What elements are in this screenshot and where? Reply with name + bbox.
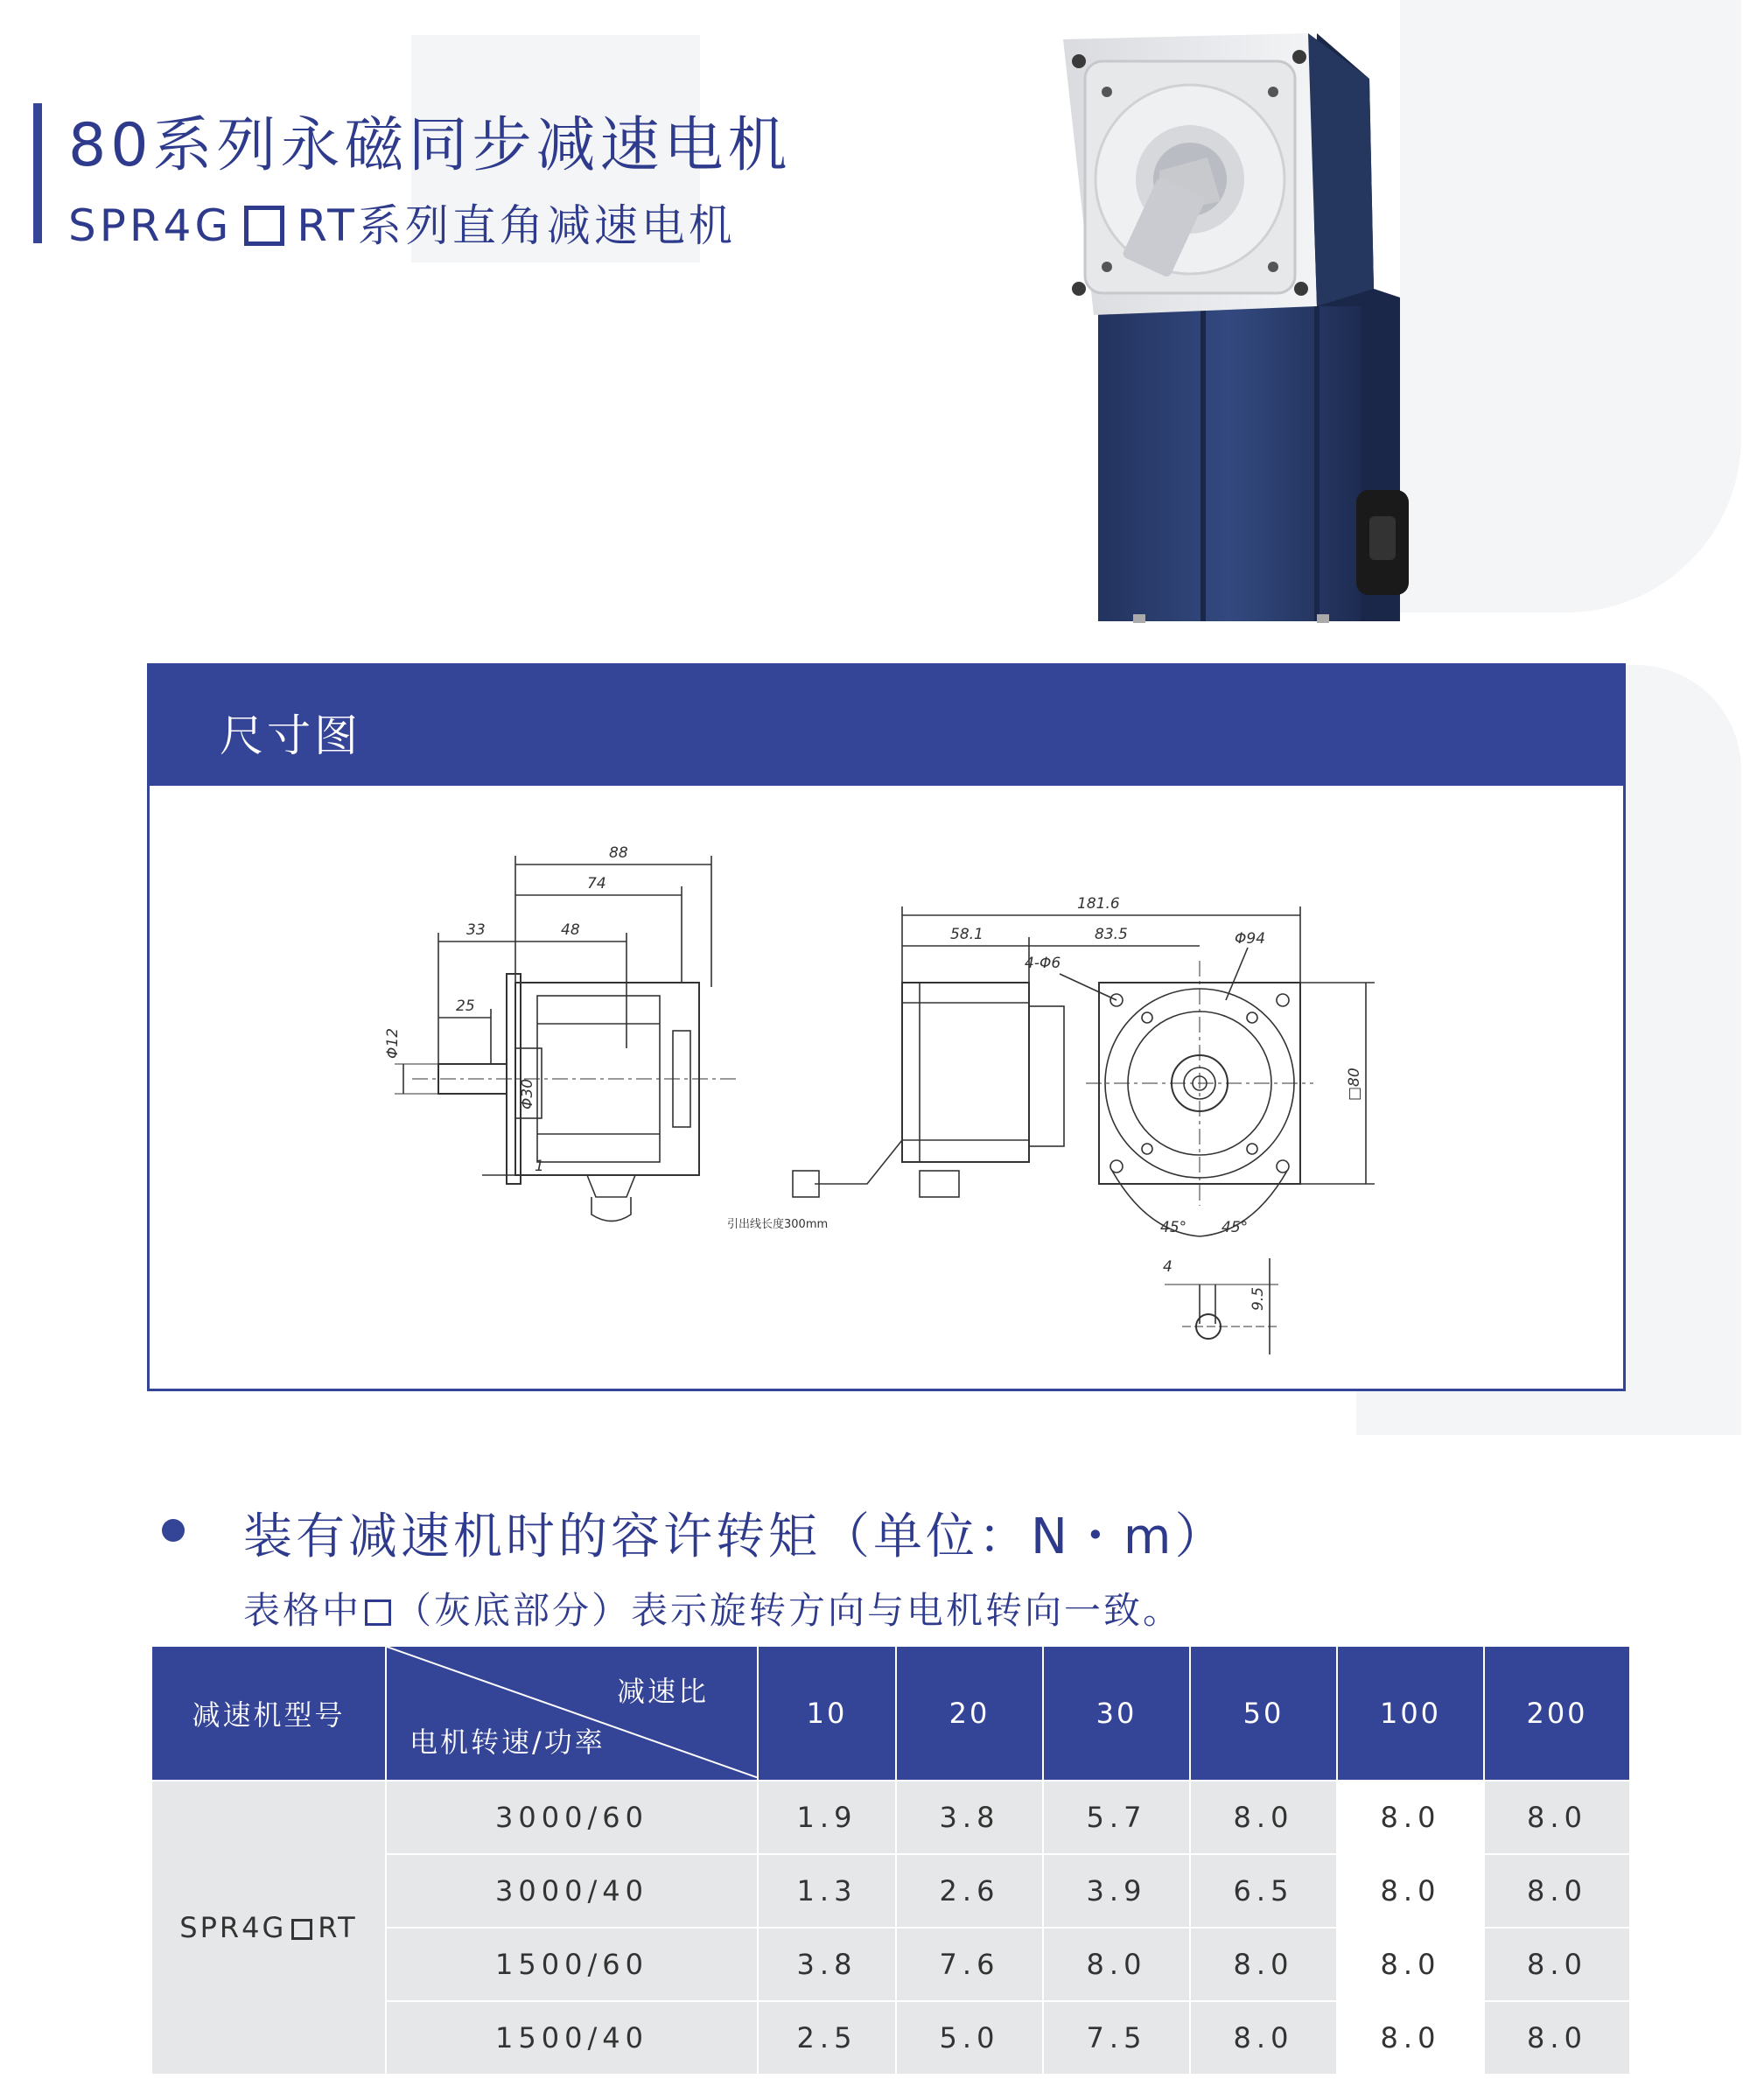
dim-label: 48 bbox=[561, 921, 580, 939]
dim-label: Φ30 bbox=[519, 1078, 536, 1110]
dim-label: □80 bbox=[1346, 1068, 1363, 1101]
torque-cell: 8.0 bbox=[1043, 1928, 1190, 2001]
dimension-panel-header bbox=[150, 666, 1623, 786]
dim-label: 88 bbox=[609, 844, 628, 862]
torque-cell: 8.0 bbox=[1337, 1781, 1484, 1854]
speed-power-cell: 1500/40 bbox=[386, 2001, 758, 2075]
dim-label: Φ94 bbox=[1235, 930, 1266, 948]
torque-cell: 1.3 bbox=[758, 1854, 896, 1928]
dimension-drawing bbox=[150, 786, 1623, 1390]
dim-label: 74 bbox=[587, 875, 606, 892]
speed-power-cell: 3000/60 bbox=[386, 1781, 758, 1854]
page-title: 80系列永磁同步减速电机 bbox=[68, 111, 792, 180]
placeholder-square-icon bbox=[244, 206, 284, 246]
torque-cell: 8.0 bbox=[1337, 1928, 1484, 2001]
header-ratio-value: 50 bbox=[1190, 1646, 1337, 1781]
dim-label: 58.1 bbox=[950, 926, 984, 943]
dim-label: 9.5 bbox=[1250, 1286, 1267, 1311]
table-header-row bbox=[151, 1646, 1630, 1781]
torque-cell: 8.0 bbox=[1190, 2001, 1337, 2075]
dim-label: 1 bbox=[535, 1158, 544, 1175]
header-ratio: 减速比 bbox=[616, 1675, 709, 1708]
motor-product-image bbox=[1054, 26, 1422, 630]
side-view bbox=[384, 844, 736, 1222]
torque-cell: 8.0 bbox=[1484, 1854, 1630, 1928]
model-cell bbox=[151, 1781, 386, 2075]
header-ratio-value: 30 bbox=[1043, 1646, 1190, 1781]
torque-cell: 3.9 bbox=[1043, 1854, 1190, 1928]
dim-label: 25 bbox=[456, 998, 475, 1015]
dim-label: 33 bbox=[466, 921, 486, 939]
section-bullet bbox=[162, 1519, 185, 1542]
dim-label: 83.5 bbox=[1095, 926, 1128, 943]
torque-cell: 7.6 bbox=[896, 1928, 1043, 2001]
torque-cell: 3.8 bbox=[758, 1928, 896, 2001]
speed-power-cell: 1500/60 bbox=[386, 1928, 758, 2001]
lead-length-note: 引出线长度300mm bbox=[727, 1218, 829, 1231]
title-accent-bar bbox=[33, 103, 42, 243]
torque-cell: 3.8 bbox=[896, 1781, 1043, 1854]
dim-label: 45° bbox=[1160, 1219, 1187, 1236]
table-row bbox=[151, 1781, 1630, 1854]
header-ratio-value: 10 bbox=[758, 1646, 896, 1781]
note-suffix: （灰底部分）表示旋转方向与电机转向一致。 bbox=[395, 1589, 1183, 1632]
torque-cell: 8.0 bbox=[1337, 2001, 1484, 2075]
torque-cell: 8.0 bbox=[1190, 1781, 1337, 1854]
note-prefix: 表格中 bbox=[243, 1589, 362, 1632]
dimension-panel bbox=[147, 663, 1626, 1391]
model-prefix: SPR4G bbox=[179, 1911, 287, 1944]
torque-table bbox=[150, 1645, 1631, 2076]
torque-cell: 8.0 bbox=[1190, 1928, 1337, 2001]
torque-cell: 8.0 bbox=[1484, 2001, 1630, 2075]
dim-label: 4-Φ6 bbox=[1025, 955, 1061, 972]
background-shape bbox=[1400, 0, 1741, 612]
torque-cell: 7.5 bbox=[1043, 2001, 1190, 2075]
subtitle-model-suffix: RT系列直角减速电机 bbox=[297, 200, 736, 251]
torque-cell: 1.9 bbox=[758, 1781, 896, 1854]
torque-section-title: 装有减速机时的容许转矩（单位：N・m） bbox=[243, 1508, 1228, 1565]
dim-label: 45° bbox=[1222, 1219, 1249, 1236]
header-diagonal-cell bbox=[386, 1646, 758, 1781]
torque-cell: 6.5 bbox=[1190, 1854, 1337, 1928]
dim-label: Φ12 bbox=[384, 1027, 402, 1059]
header-ratio-value: 20 bbox=[896, 1646, 1043, 1781]
header-ratio-value: 100 bbox=[1337, 1646, 1484, 1781]
header-model: 减速机型号 bbox=[151, 1646, 386, 1781]
dim-label: 4 bbox=[1163, 1258, 1172, 1276]
torque-cell: 5.7 bbox=[1043, 1781, 1190, 1854]
torque-cell: 8.0 bbox=[1484, 1781, 1630, 1854]
speed-power-cell: 3000/40 bbox=[386, 1854, 758, 1928]
torque-cell: 5.0 bbox=[896, 2001, 1043, 2075]
dim-label: 181.6 bbox=[1077, 895, 1120, 913]
placeholder-square-icon bbox=[365, 1600, 391, 1626]
placeholder-square-icon bbox=[291, 1919, 312, 1940]
shaft-key-detail bbox=[1163, 1258, 1278, 1354]
subtitle-model-prefix: SPR4G bbox=[68, 200, 233, 251]
dimension-panel-title: 尺寸图 bbox=[220, 710, 361, 761]
model-suffix: RT bbox=[318, 1911, 358, 1944]
header-ratio-value: 200 bbox=[1484, 1646, 1630, 1781]
front-view bbox=[727, 895, 1375, 1236]
torque-cell: 8.0 bbox=[1337, 1854, 1484, 1928]
header-speed-power: 电机转速/功率 bbox=[410, 1726, 606, 1759]
torque-cell: 8.0 bbox=[1484, 1928, 1630, 2001]
torque-cell: 2.6 bbox=[896, 1854, 1043, 1928]
page-subtitle bbox=[68, 191, 736, 254]
torque-section-note bbox=[243, 1582, 1182, 1634]
torque-cell: 2.5 bbox=[758, 2001, 896, 2075]
